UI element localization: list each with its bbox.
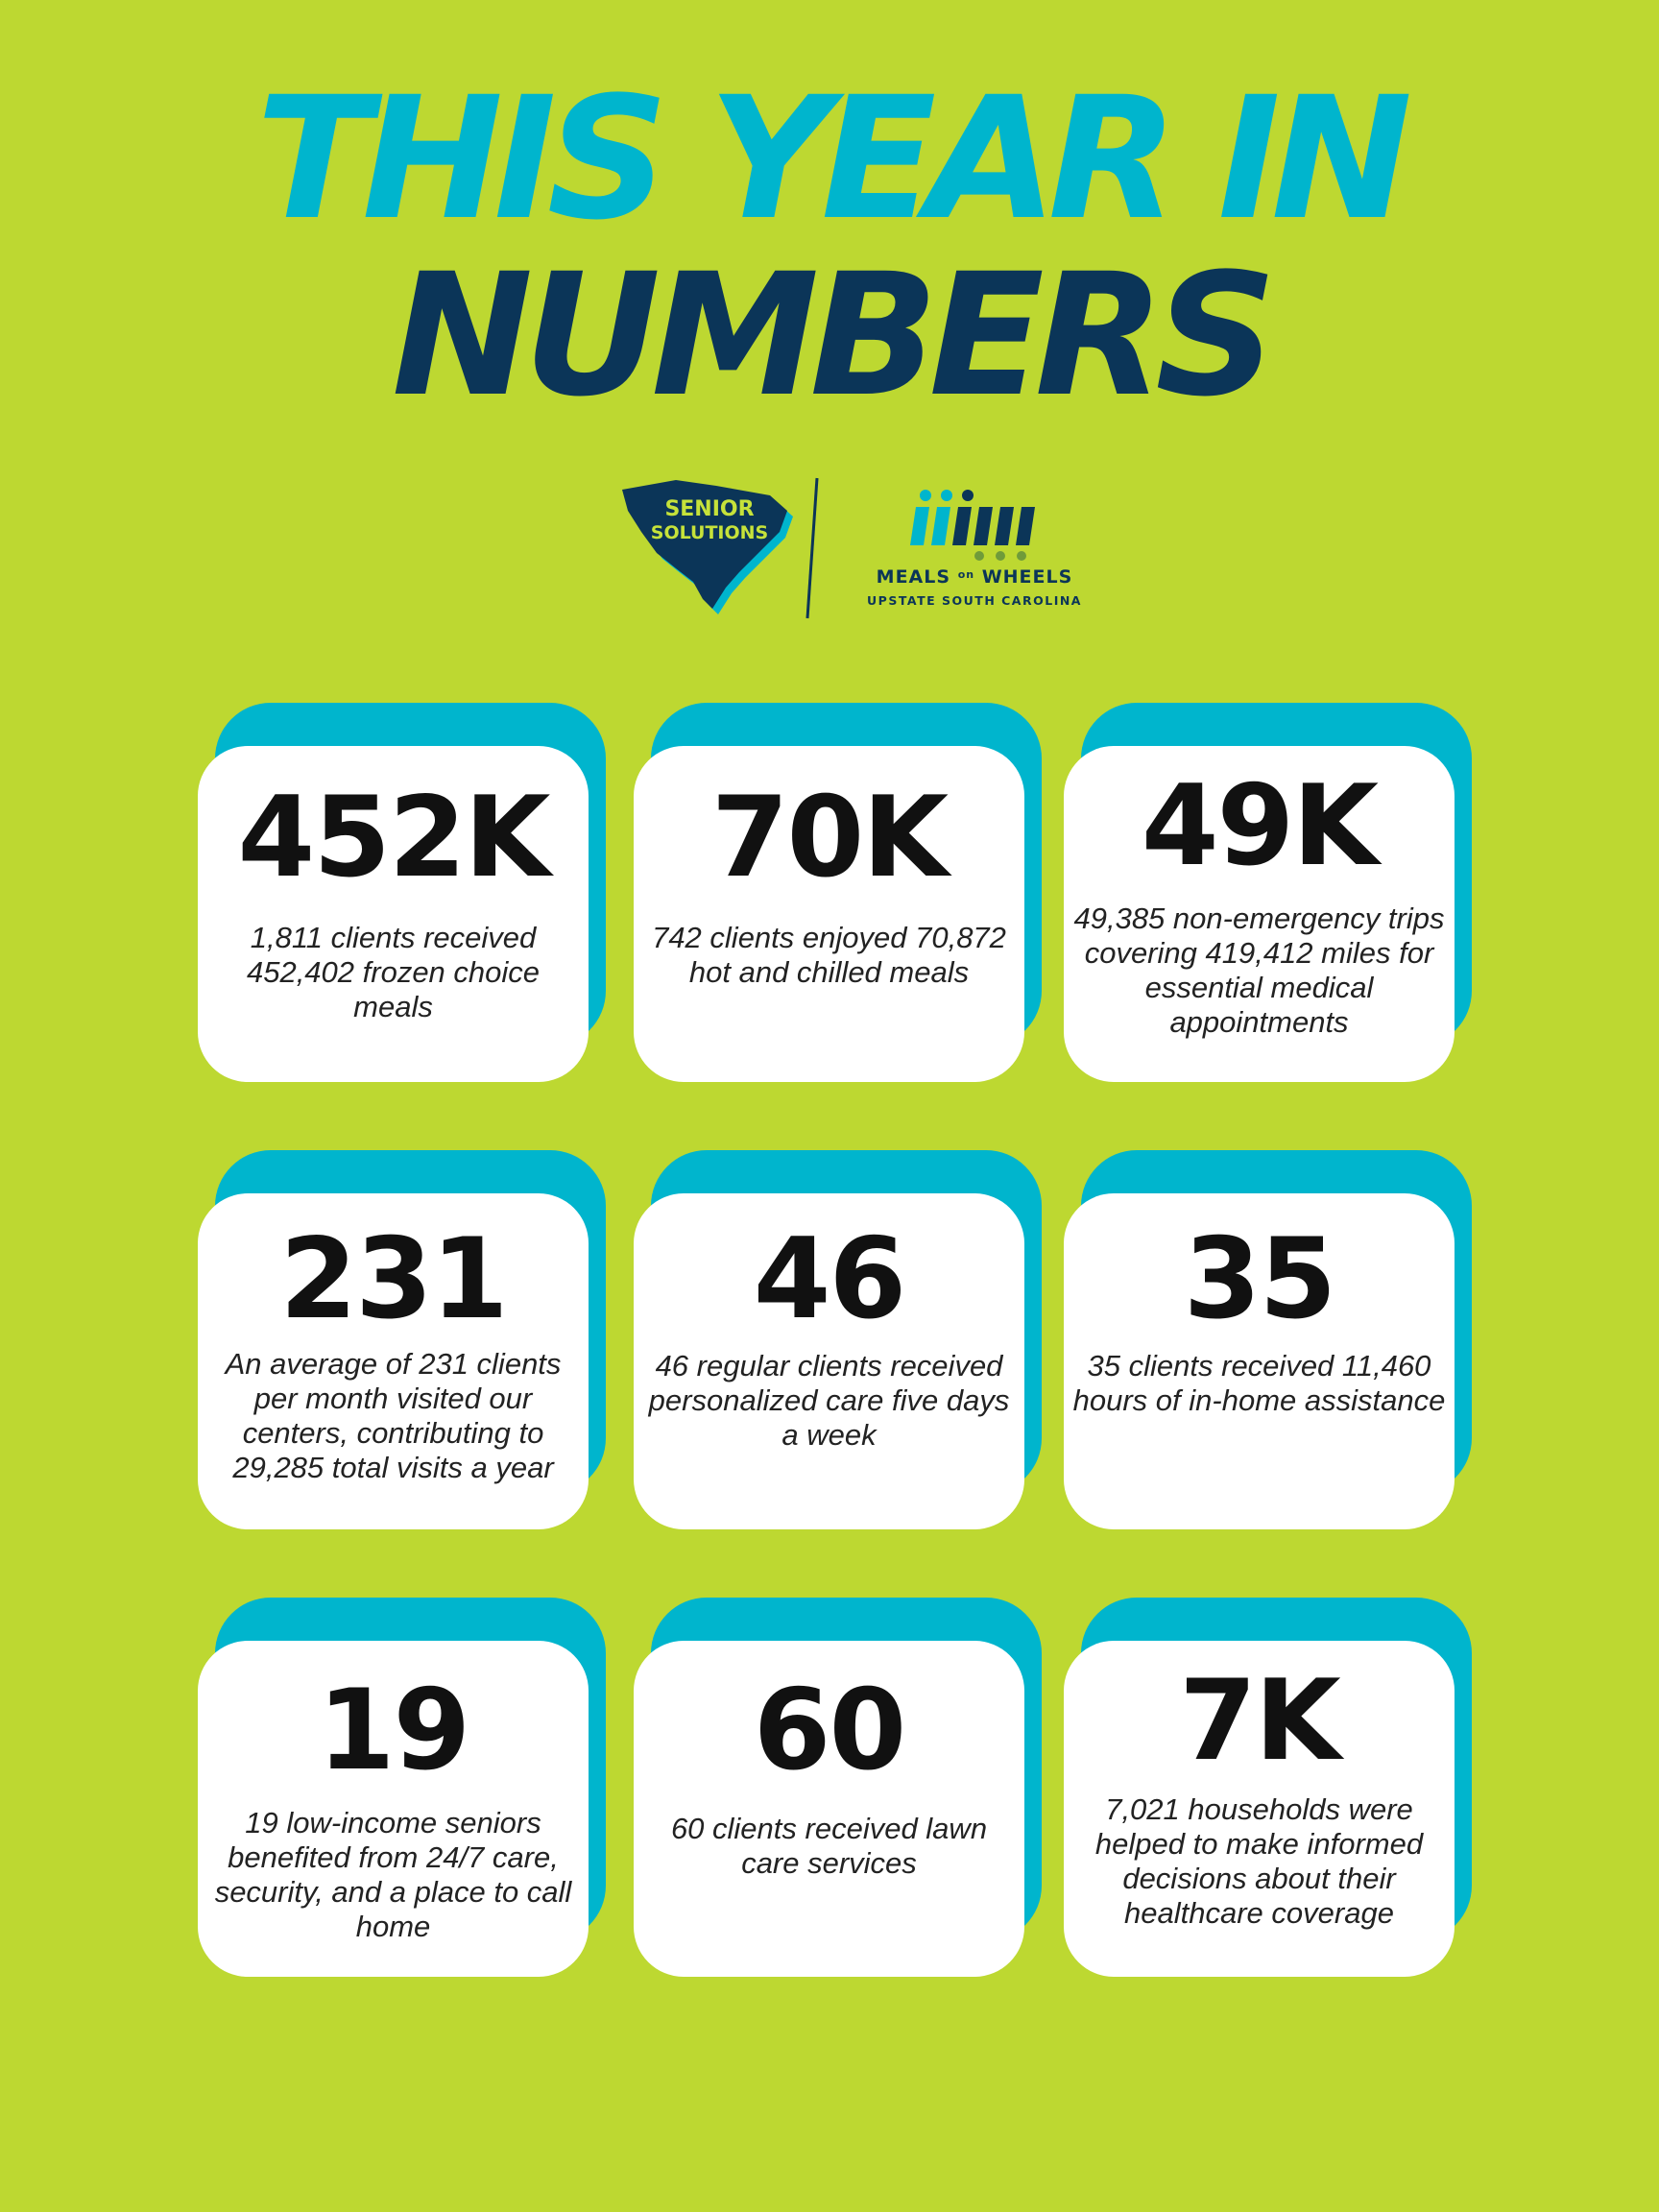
south-carolina-state-logo-icon xyxy=(609,474,801,618)
stat-description: 35 clients received 11,460 hours of in-home assistance xyxy=(1072,1349,1446,1417)
stat-value: 60 xyxy=(753,1666,905,1795)
card-body xyxy=(634,1193,1024,1529)
stat-card-in-home-assistance xyxy=(1064,1150,1472,1529)
stat-card-personalized-care xyxy=(634,1150,1042,1529)
stat-description: 60 clients received lawn care services xyxy=(670,1812,988,1880)
logo-divider xyxy=(805,476,820,620)
stat-description: 19 low-income seniors benefited from 24/7 care, security, and a place to call home xyxy=(214,1806,572,1943)
senior-solutions-logo-line-1: SENIOR xyxy=(664,497,755,521)
stat-card-lawn-care xyxy=(634,1598,1042,1977)
stat-description: 742 clients enjoyed 70,872 hot and chilled meals xyxy=(652,921,1006,989)
stat-description: An average of 231 clients per month visited our centers, contributing to 29,285 total visits a year xyxy=(225,1347,562,1484)
stat-description: 1,811 clients received 452,402 frozen choice meals xyxy=(246,921,541,1023)
meals-on-wheels-logo-subtitle: UPSTATE SOUTH CAROLINA xyxy=(867,593,1082,608)
stat-value: 70K xyxy=(710,773,948,902)
stat-value: 46 xyxy=(753,1214,905,1344)
stat-value: 35 xyxy=(1183,1214,1335,1344)
stat-card-low-income-seniors xyxy=(198,1598,606,1977)
card-body xyxy=(634,1641,1024,1977)
card-body xyxy=(198,1641,589,1977)
stat-card-healthcare-coverage xyxy=(1064,1598,1472,1977)
card-body xyxy=(1064,1193,1455,1529)
meals-on-wheels-logo-title: MEALS $^{on}$ WHEELS xyxy=(876,566,1073,588)
headline-line-2: NUMBERS xyxy=(391,237,1267,434)
stat-card-hot-meals xyxy=(634,703,1042,1082)
card-body xyxy=(198,1193,589,1529)
card-body xyxy=(634,746,1024,1082)
card-body xyxy=(1064,746,1455,1082)
card-body xyxy=(198,746,589,1082)
headline-line-1: THIS YEAR IN xyxy=(255,60,1404,257)
stat-card-trips xyxy=(1064,703,1472,1082)
stat-description: 46 regular clients received personalized care five days a week xyxy=(648,1349,1010,1452)
partner-logos xyxy=(0,470,1659,624)
stat-value: 452K xyxy=(237,773,549,902)
stat-card-center-visits xyxy=(198,1150,606,1529)
stat-value: 49K xyxy=(1141,761,1378,891)
stat-value: 7K xyxy=(1179,1656,1339,1786)
stat-description: 7,021 households were helped to make informed decisions about their healthcare coverage xyxy=(1094,1792,1424,1930)
stat-card-frozen-meals xyxy=(198,703,606,1082)
stat-description: 49,385 non-emergency trips covering 419,412 miles for essential medical appointments xyxy=(1073,902,1445,1039)
card-body xyxy=(1064,1641,1455,1977)
meals-on-wheels-figures-icon xyxy=(906,488,1050,563)
stat-value: 231 xyxy=(279,1214,507,1344)
stat-value: 19 xyxy=(317,1666,469,1795)
senior-solutions-logo-line-2: SOLUTIONS xyxy=(650,522,769,543)
